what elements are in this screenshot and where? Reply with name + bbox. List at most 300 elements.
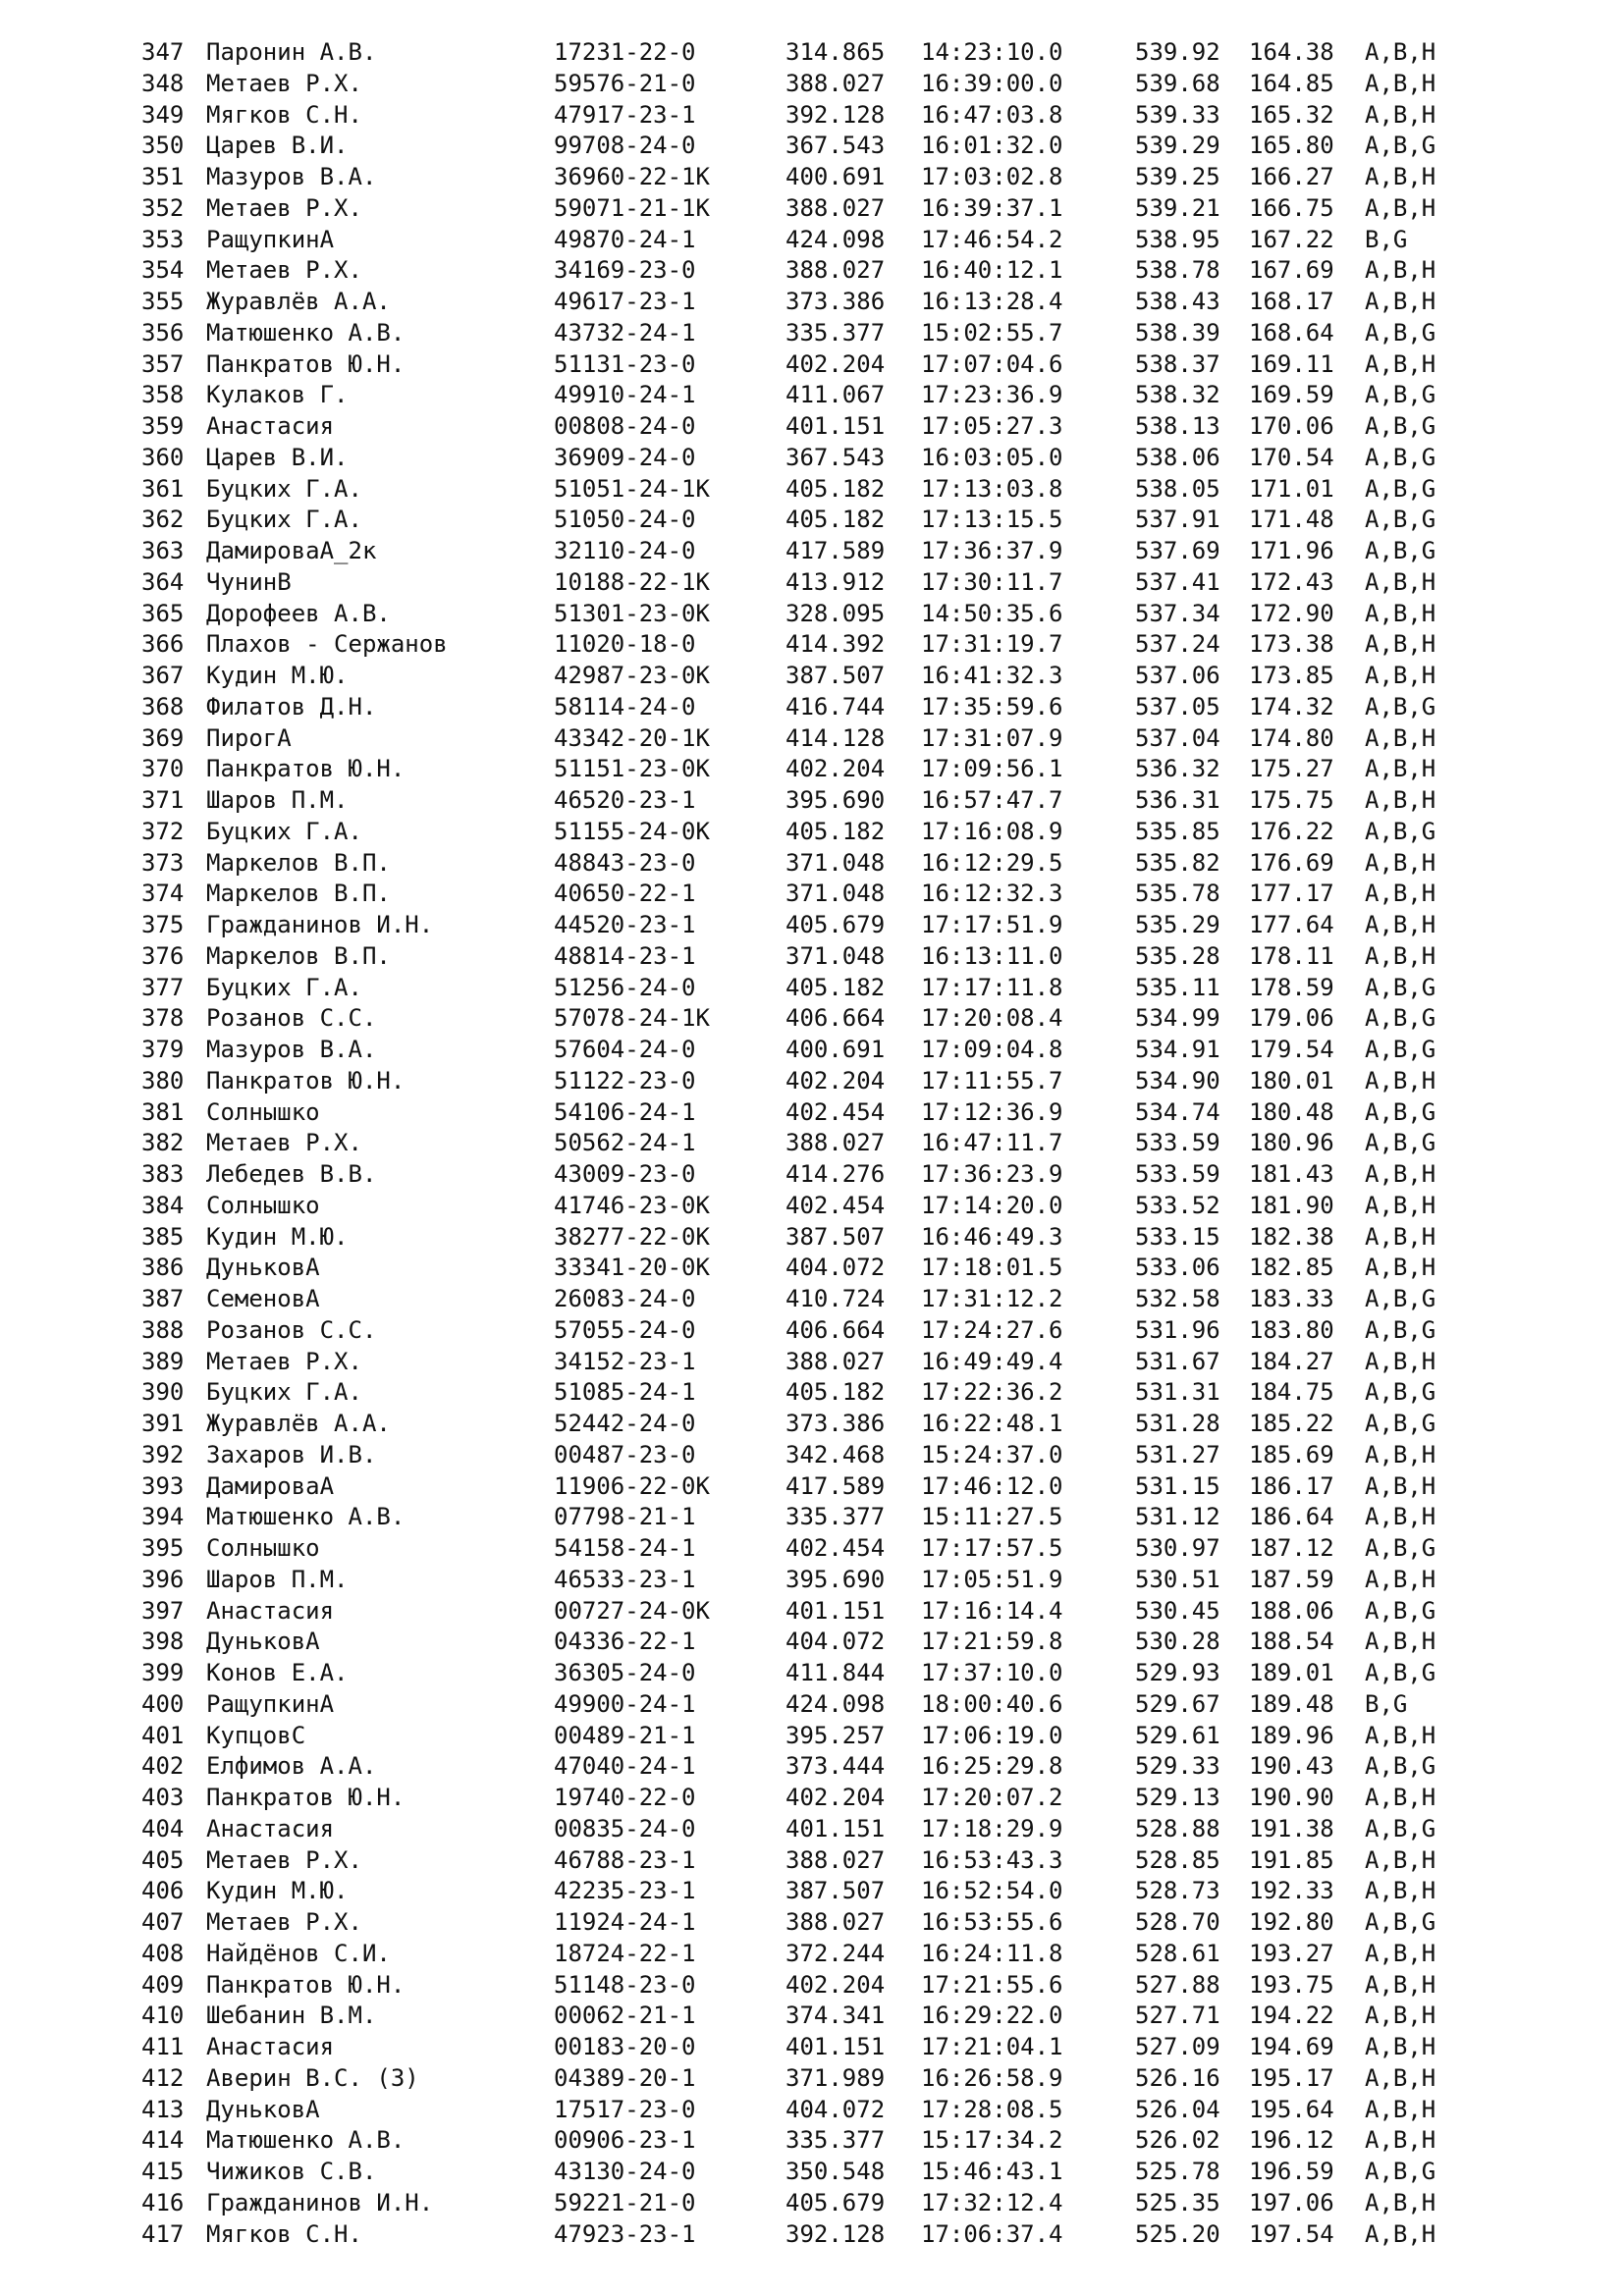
result-row bbox=[0, 1596, 1624, 1628]
groups: A,B,H bbox=[1365, 288, 1436, 315]
arrival-time: 16:12:29.5 bbox=[921, 848, 1063, 877]
rank: 371 bbox=[141, 786, 185, 814]
groups: A,B,G bbox=[1365, 1036, 1436, 1063]
rank: 383 bbox=[141, 1160, 185, 1188]
distance: 387.507 bbox=[785, 1877, 886, 1905]
rank: 359 bbox=[141, 412, 185, 440]
result-row bbox=[0, 879, 1624, 910]
arrival-time: 17:16:08.9 bbox=[921, 817, 1063, 845]
rank: 364 bbox=[141, 567, 185, 596]
groups: A,B,H bbox=[1365, 567, 1436, 596]
coefficient: 174.32 bbox=[1249, 692, 1334, 721]
rank: 408 bbox=[141, 1939, 185, 1967]
arrival-time: 16:24:11.8 bbox=[921, 1939, 1063, 1967]
distance: 402.204 bbox=[785, 1784, 886, 1811]
participant-name: Маркелов В.П. bbox=[206, 848, 391, 877]
rank: 385 bbox=[141, 1222, 185, 1251]
groups: A,B,H bbox=[1365, 1628, 1436, 1656]
participant-name: Матюшенко А.В. bbox=[206, 2126, 406, 2155]
result-row bbox=[0, 2157, 1624, 2188]
result-row bbox=[0, 1845, 1624, 1877]
groups: A,B,H bbox=[1365, 1845, 1436, 1874]
distance: 371.048 bbox=[785, 941, 886, 970]
distance: 406.664 bbox=[785, 1315, 886, 1344]
ring-number: 47923-23-1 bbox=[554, 2219, 696, 2248]
rank: 362 bbox=[141, 506, 185, 534]
distance: 401.151 bbox=[785, 2033, 886, 2060]
coefficient: 173.85 bbox=[1249, 662, 1334, 689]
arrival-time: 16:49:49.4 bbox=[921, 1347, 1063, 1375]
speed: 533.59 bbox=[1135, 1129, 1220, 1157]
coefficient: 194.69 bbox=[1249, 2033, 1334, 2060]
rank: 382 bbox=[141, 1129, 185, 1157]
distance: 371.048 bbox=[785, 880, 886, 908]
participant-name: ДуньковА bbox=[206, 1628, 320, 1656]
arrival-time: 17:32:12.4 bbox=[921, 2188, 1063, 2216]
speed: 535.78 bbox=[1135, 880, 1220, 908]
ring-number: 42235-23-1 bbox=[554, 1877, 696, 1905]
ring-number: 46533-23-1 bbox=[554, 1565, 696, 1593]
participant-name: Шаров П.М. bbox=[206, 1565, 349, 1593]
arrival-time: 17:06:37.4 bbox=[921, 2219, 1063, 2248]
coefficient: 190.90 bbox=[1249, 1784, 1334, 1811]
arrival-time: 17:46:54.2 bbox=[921, 225, 1063, 253]
speed: 527.09 bbox=[1135, 2033, 1220, 2060]
arrival-time: 14:50:35.6 bbox=[921, 599, 1063, 627]
coefficient: 180.96 bbox=[1249, 1129, 1334, 1157]
distance: 417.589 bbox=[785, 1471, 886, 1500]
groups: A,B,H bbox=[1365, 723, 1436, 752]
rank: 349 bbox=[141, 100, 185, 129]
ring-number: 38277-22-0K bbox=[554, 1222, 710, 1251]
result-row bbox=[0, 2001, 1624, 2032]
result-row bbox=[0, 1876, 1624, 1907]
ring-number: 00835-24-0 bbox=[554, 1814, 696, 1842]
participant-name: Филатов Д.Н. bbox=[206, 692, 377, 721]
groups: A,B,G bbox=[1365, 132, 1436, 160]
result-row bbox=[0, 599, 1624, 630]
ring-number: 17231-22-0 bbox=[554, 38, 696, 66]
speed: 536.31 bbox=[1135, 786, 1220, 814]
arrival-time: 16:53:43.3 bbox=[921, 1845, 1063, 1874]
speed: 538.43 bbox=[1135, 288, 1220, 315]
distance: 400.691 bbox=[785, 163, 886, 190]
distance: 405.679 bbox=[785, 2188, 886, 2216]
participant-name: Маркелов В.П. bbox=[206, 941, 391, 970]
groups: A,B,H bbox=[1365, 2095, 1436, 2123]
distance: 402.454 bbox=[785, 1191, 886, 1219]
groups: A,B,H bbox=[1365, 599, 1436, 627]
distance: 388.027 bbox=[785, 69, 886, 97]
rank: 410 bbox=[141, 2002, 185, 2030]
groups: A,B,G bbox=[1365, 2158, 1436, 2185]
result-row bbox=[0, 1939, 1624, 1970]
speed: 527.88 bbox=[1135, 1970, 1220, 1999]
rank: 392 bbox=[141, 1440, 185, 1468]
results-list bbox=[0, 37, 1624, 2250]
participant-name: Метаев Р.Х. bbox=[206, 1908, 362, 1936]
ring-number: 52442-24-0 bbox=[554, 1410, 696, 1437]
arrival-time: 17:20:08.4 bbox=[921, 1004, 1063, 1033]
ring-number: 51085-24-1 bbox=[554, 1378, 696, 1407]
coefficient: 179.54 bbox=[1249, 1036, 1334, 1063]
coefficient: 188.54 bbox=[1249, 1628, 1334, 1656]
ring-number: 58114-24-0 bbox=[554, 692, 696, 721]
coefficient: 182.38 bbox=[1249, 1222, 1334, 1251]
rank: 397 bbox=[141, 1596, 185, 1625]
groups: A,B,H bbox=[1365, 2188, 1436, 2216]
participant-name: ДуньковА bbox=[206, 2095, 320, 2123]
coefficient: 169.59 bbox=[1249, 381, 1334, 409]
speed: 539.21 bbox=[1135, 193, 1220, 222]
rank: 351 bbox=[141, 163, 185, 190]
participant-name: Мазуров В.А. bbox=[206, 1036, 377, 1063]
groups: A,B,H bbox=[1365, 38, 1436, 66]
result-row bbox=[0, 848, 1624, 880]
coefficient: 191.85 bbox=[1249, 1845, 1334, 1874]
arrival-time: 15:11:27.5 bbox=[921, 1503, 1063, 1531]
arrival-time: 16:52:54.0 bbox=[921, 1877, 1063, 1905]
speed: 537.05 bbox=[1135, 692, 1220, 721]
distance: 416.744 bbox=[785, 692, 886, 721]
result-row bbox=[0, 380, 1624, 411]
speed: 534.99 bbox=[1135, 1004, 1220, 1033]
groups: A,B,H bbox=[1365, 848, 1436, 877]
distance: 388.027 bbox=[785, 1129, 886, 1157]
participant-name: Царев В.И. bbox=[206, 132, 349, 160]
result-row bbox=[0, 1907, 1624, 1939]
participant-name: Розанов С.С. bbox=[206, 1004, 377, 1033]
arrival-time: 17:09:56.1 bbox=[921, 755, 1063, 783]
arrival-time: 16:41:32.3 bbox=[921, 662, 1063, 689]
speed: 528.70 bbox=[1135, 1908, 1220, 1936]
speed: 535.29 bbox=[1135, 911, 1220, 938]
groups: A,B,G bbox=[1365, 1596, 1436, 1625]
ring-number: 33341-20-0K bbox=[554, 1254, 710, 1282]
arrival-time: 18:00:40.6 bbox=[921, 1689, 1063, 1718]
ring-number: 36305-24-0 bbox=[554, 1659, 696, 1686]
participant-name: Кудин М.Ю. bbox=[206, 1222, 349, 1251]
result-row bbox=[0, 225, 1624, 256]
speed: 534.90 bbox=[1135, 1066, 1220, 1095]
speed: 526.02 bbox=[1135, 2126, 1220, 2155]
coefficient: 168.17 bbox=[1249, 288, 1334, 315]
coefficient: 186.64 bbox=[1249, 1503, 1334, 1531]
ring-number: 51148-23-0 bbox=[554, 1970, 696, 1999]
ring-number: 40650-22-1 bbox=[554, 880, 696, 908]
speed: 528.88 bbox=[1135, 1814, 1220, 1842]
coefficient: 196.12 bbox=[1249, 2126, 1334, 2155]
result-row bbox=[0, 1253, 1624, 1284]
distance: 392.128 bbox=[785, 2219, 886, 2248]
coefficient: 189.48 bbox=[1249, 1689, 1334, 1718]
rank: 370 bbox=[141, 755, 185, 783]
distance: 328.095 bbox=[785, 599, 886, 627]
distance: 387.507 bbox=[785, 662, 886, 689]
arrival-time: 17:35:59.6 bbox=[921, 692, 1063, 721]
distance: 373.444 bbox=[785, 1752, 886, 1781]
result-row bbox=[0, 1751, 1624, 1783]
rank: 406 bbox=[141, 1877, 185, 1905]
participant-name: СеменовА bbox=[206, 1285, 320, 1312]
rank: 398 bbox=[141, 1628, 185, 1656]
distance: 414.128 bbox=[785, 723, 886, 752]
result-row bbox=[0, 1128, 1624, 1159]
rank: 358 bbox=[141, 381, 185, 409]
coefficient: 165.32 bbox=[1249, 100, 1334, 129]
result-row bbox=[0, 100, 1624, 132]
arrival-time: 17:30:11.7 bbox=[921, 567, 1063, 596]
participant-name: Елфимов А.А. bbox=[206, 1752, 377, 1781]
ring-number: 34152-23-1 bbox=[554, 1347, 696, 1375]
coefficient: 179.06 bbox=[1249, 1004, 1334, 1033]
ring-number: 51155-24-0K bbox=[554, 817, 710, 845]
distance: 401.151 bbox=[785, 412, 886, 440]
arrival-time: 17:24:27.6 bbox=[921, 1315, 1063, 1344]
participant-name: Буцких Г.А. bbox=[206, 474, 362, 503]
speed: 528.73 bbox=[1135, 1877, 1220, 1905]
rank: 381 bbox=[141, 1097, 185, 1126]
groups: A,B,H bbox=[1365, 1222, 1436, 1251]
speed: 529.13 bbox=[1135, 1784, 1220, 1811]
rank: 390 bbox=[141, 1378, 185, 1407]
ring-number: 00808-24-0 bbox=[554, 412, 696, 440]
groups: A,B,H bbox=[1365, 100, 1436, 129]
ring-number: 59221-21-0 bbox=[554, 2188, 696, 2216]
groups: A,B,G bbox=[1365, 443, 1436, 471]
arrival-time: 16:57:47.7 bbox=[921, 786, 1063, 814]
speed: 531.27 bbox=[1135, 1440, 1220, 1468]
result-row bbox=[0, 2125, 1624, 2157]
speed: 528.61 bbox=[1135, 1939, 1220, 1967]
participant-name: Панкратов Ю.Н. bbox=[206, 755, 406, 783]
distance: 373.386 bbox=[785, 1410, 886, 1437]
speed: 533.15 bbox=[1135, 1222, 1220, 1251]
speed: 533.06 bbox=[1135, 1254, 1220, 1282]
speed: 526.04 bbox=[1135, 2095, 1220, 2123]
groups: A,B,H bbox=[1365, 1939, 1436, 1967]
groups: A,B,H bbox=[1365, 163, 1436, 190]
ring-number: 19740-22-0 bbox=[554, 1784, 696, 1811]
ring-number: 49900-24-1 bbox=[554, 1689, 696, 1718]
participant-name: ДамироваА bbox=[206, 1471, 335, 1500]
result-row bbox=[0, 1284, 1624, 1315]
distance: 411.844 bbox=[785, 1659, 886, 1686]
coefficient: 197.06 bbox=[1249, 2188, 1334, 2216]
coefficient: 189.96 bbox=[1249, 1721, 1334, 1749]
arrival-time: 15:46:43.1 bbox=[921, 2158, 1063, 2185]
ring-number: 59576-21-0 bbox=[554, 69, 696, 97]
distance: 335.377 bbox=[785, 1503, 886, 1531]
result-row bbox=[0, 1159, 1624, 1191]
rank: 357 bbox=[141, 349, 185, 378]
speed: 526.16 bbox=[1135, 2063, 1220, 2092]
coefficient: 187.59 bbox=[1249, 1565, 1334, 1593]
coefficient: 181.90 bbox=[1249, 1191, 1334, 1219]
participant-name: Маркелов В.П. bbox=[206, 880, 391, 908]
participant-name: Анастасия bbox=[206, 2033, 335, 2060]
distance: 405.679 bbox=[785, 911, 886, 938]
coefficient: 180.48 bbox=[1249, 1097, 1334, 1126]
groups: A,B,G bbox=[1365, 412, 1436, 440]
arrival-time: 17:31:19.7 bbox=[921, 630, 1063, 659]
groups: A,B,H bbox=[1365, 1471, 1436, 1500]
result-row bbox=[0, 2063, 1624, 2095]
result-row bbox=[0, 817, 1624, 848]
speed: 534.91 bbox=[1135, 1036, 1220, 1063]
participant-name: Шаров П.М. bbox=[206, 786, 349, 814]
arrival-time: 16:47:03.8 bbox=[921, 100, 1063, 129]
speed: 532.58 bbox=[1135, 1285, 1220, 1312]
coefficient: 185.69 bbox=[1249, 1440, 1334, 1468]
ring-number: 43009-23-0 bbox=[554, 1160, 696, 1188]
result-row bbox=[0, 692, 1624, 723]
coefficient: 176.22 bbox=[1249, 817, 1334, 845]
participant-name: Паронин А.В. bbox=[206, 38, 377, 66]
arrival-time: 17:21:59.8 bbox=[921, 1628, 1063, 1656]
ring-number: 10188-22-1K bbox=[554, 567, 710, 596]
rank: 415 bbox=[141, 2158, 185, 2185]
participant-name: Лебедев В.В. bbox=[206, 1160, 377, 1188]
coefficient: 170.54 bbox=[1249, 443, 1334, 471]
speed: 531.28 bbox=[1135, 1410, 1220, 1437]
participant-name: Захаров И.В. bbox=[206, 1440, 377, 1468]
ring-number: 00062-21-1 bbox=[554, 2002, 696, 2030]
distance: 395.690 bbox=[785, 1565, 886, 1593]
groups: A,B,H bbox=[1365, 1440, 1436, 1468]
speed: 538.32 bbox=[1135, 381, 1220, 409]
rank: 350 bbox=[141, 132, 185, 160]
participant-name: Найдёнов С.И. bbox=[206, 1939, 391, 1967]
coefficient: 167.22 bbox=[1249, 225, 1334, 253]
ring-number: 11924-24-1 bbox=[554, 1908, 696, 1936]
groups: A,B,H bbox=[1365, 1565, 1436, 1593]
ring-number: 00906-23-1 bbox=[554, 2126, 696, 2155]
distance: 350.548 bbox=[785, 2158, 886, 2185]
result-row bbox=[0, 567, 1624, 599]
result-row bbox=[0, 287, 1624, 318]
speed: 533.52 bbox=[1135, 1191, 1220, 1219]
groups: A,B,G bbox=[1365, 1752, 1436, 1781]
arrival-time: 16:13:28.4 bbox=[921, 288, 1063, 315]
participant-name: Журавлёв А.А. bbox=[206, 1410, 391, 1437]
ring-number: 47917-23-1 bbox=[554, 100, 696, 129]
coefficient: 173.38 bbox=[1249, 630, 1334, 659]
speed: 535.82 bbox=[1135, 848, 1220, 877]
distance: 405.182 bbox=[785, 817, 886, 845]
groups: A,B,H bbox=[1365, 2033, 1436, 2060]
rank: 396 bbox=[141, 1565, 185, 1593]
result-row bbox=[0, 1035, 1624, 1066]
ring-number: 26083-24-0 bbox=[554, 1285, 696, 1312]
participant-name: Метаев Р.Х. bbox=[206, 1347, 362, 1375]
rank: 376 bbox=[141, 941, 185, 970]
ring-number: 46788-23-1 bbox=[554, 1845, 696, 1874]
ring-number: 51050-24-0 bbox=[554, 506, 696, 534]
participant-name: ЧунинВ bbox=[206, 567, 292, 596]
distance: 367.543 bbox=[785, 443, 886, 471]
result-row bbox=[0, 2219, 1624, 2251]
rank: 407 bbox=[141, 1908, 185, 1936]
arrival-time: 16:40:12.1 bbox=[921, 256, 1063, 285]
speed: 538.05 bbox=[1135, 474, 1220, 503]
rank: 405 bbox=[141, 1845, 185, 1874]
coefficient: 177.17 bbox=[1249, 880, 1334, 908]
rank: 416 bbox=[141, 2188, 185, 2216]
participant-name: Солнышко bbox=[206, 1534, 320, 1562]
speed: 535.11 bbox=[1135, 973, 1220, 1001]
groups: A,B,H bbox=[1365, 1347, 1436, 1375]
groups: A,B,G bbox=[1365, 1315, 1436, 1344]
result-row bbox=[0, 1970, 1624, 2002]
speed: 536.32 bbox=[1135, 755, 1220, 783]
groups: A,B,H bbox=[1365, 1254, 1436, 1282]
participant-name: Дорофеев А.В. bbox=[206, 599, 391, 627]
coefficient: 184.27 bbox=[1249, 1347, 1334, 1375]
distance: 387.507 bbox=[785, 1222, 886, 1251]
participant-name: Буцких Г.А. bbox=[206, 817, 362, 845]
speed: 538.95 bbox=[1135, 225, 1220, 253]
distance: 405.182 bbox=[785, 973, 886, 1001]
coefficient: 183.33 bbox=[1249, 1285, 1334, 1312]
groups: A,B,G bbox=[1365, 474, 1436, 503]
rank: 417 bbox=[141, 2219, 185, 2248]
distance: 395.690 bbox=[785, 786, 886, 814]
ring-number: 07798-21-1 bbox=[554, 1503, 696, 1531]
rank: 373 bbox=[141, 848, 185, 877]
distance: 388.027 bbox=[785, 256, 886, 285]
participant-name: Солнышко bbox=[206, 1191, 320, 1219]
ring-number: 47040-24-1 bbox=[554, 1752, 696, 1781]
rank: 394 bbox=[141, 1503, 185, 1531]
arrival-time: 15:02:55.7 bbox=[921, 318, 1063, 347]
distance: 388.027 bbox=[785, 1347, 886, 1375]
result-row bbox=[0, 1471, 1624, 1503]
speed: 530.28 bbox=[1135, 1628, 1220, 1656]
arrival-time: 17:36:23.9 bbox=[921, 1160, 1063, 1188]
ring-number: 50562-24-1 bbox=[554, 1129, 696, 1157]
speed: 530.97 bbox=[1135, 1534, 1220, 1562]
participant-name: Метаев Р.Х. bbox=[206, 256, 362, 285]
distance: 335.377 bbox=[785, 2126, 886, 2155]
arrival-time: 17:11:55.7 bbox=[921, 1066, 1063, 1095]
coefficient: 186.17 bbox=[1249, 1471, 1334, 1500]
participant-name: Анастасия bbox=[206, 1814, 335, 1842]
ring-number: 57055-24-0 bbox=[554, 1315, 696, 1344]
coefficient: 171.96 bbox=[1249, 537, 1334, 564]
arrival-time: 17:17:11.8 bbox=[921, 973, 1063, 1001]
arrival-time: 17:03:02.8 bbox=[921, 163, 1063, 190]
rank: 348 bbox=[141, 69, 185, 97]
distance: 417.589 bbox=[785, 537, 886, 564]
distance: 410.724 bbox=[785, 1285, 886, 1312]
speed: 527.71 bbox=[1135, 2002, 1220, 2030]
ring-number: 49617-23-1 bbox=[554, 288, 696, 315]
speed: 537.91 bbox=[1135, 506, 1220, 534]
rank: 401 bbox=[141, 1721, 185, 1749]
participant-name: Метаев Р.Х. bbox=[206, 69, 362, 97]
arrival-time: 17:31:12.2 bbox=[921, 1285, 1063, 1312]
ring-number: 43342-20-1K bbox=[554, 723, 710, 752]
ring-number: 46520-23-1 bbox=[554, 786, 696, 814]
distance: 402.204 bbox=[785, 1066, 886, 1095]
result-row bbox=[0, 474, 1624, 506]
groups: A,B,H bbox=[1365, 256, 1436, 285]
speed: 535.85 bbox=[1135, 817, 1220, 845]
arrival-time: 16:01:32.0 bbox=[921, 132, 1063, 160]
coefficient: 172.43 bbox=[1249, 567, 1334, 596]
coefficient: 174.80 bbox=[1249, 723, 1334, 752]
